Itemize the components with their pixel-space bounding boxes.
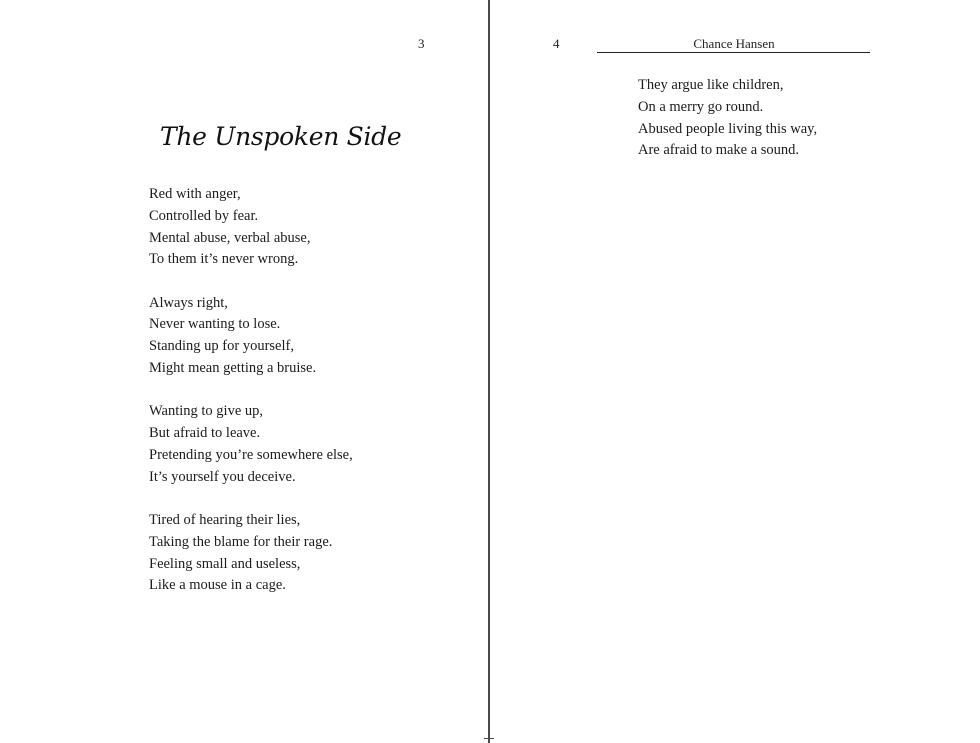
stanza xyxy=(149,184,353,271)
poem-line: Standing up for yourself, xyxy=(149,338,294,355)
poem-line: Mental abuse, verbal abuse, xyxy=(149,229,311,246)
right-page xyxy=(490,0,980,743)
poem-line: They argue like children, xyxy=(638,77,784,93)
poem-line: Like a mouse in a cage. xyxy=(149,577,286,594)
stanza xyxy=(638,75,817,162)
poem-line: Red with anger, xyxy=(149,186,241,202)
poem-line: It’s yourself you deceive. xyxy=(149,468,296,485)
poem-line: Abused people living this way, xyxy=(638,120,818,137)
poem-body xyxy=(638,75,817,184)
left-page xyxy=(0,0,488,743)
stanza xyxy=(149,510,353,597)
stanza xyxy=(149,401,353,488)
stanza xyxy=(149,293,353,380)
poem-line: Tired of hearing their lies, xyxy=(149,512,301,529)
poem-line: Pretending you’re somewhere else, xyxy=(149,446,353,463)
poem-line: Might mean getting a bruise. xyxy=(149,360,317,377)
page-number: 3 xyxy=(418,36,425,51)
poem-line: Feeling small and useless, xyxy=(149,555,301,572)
running-head: Chance Hansen xyxy=(693,36,775,51)
poem-line: Are afraid to make a sound. xyxy=(638,142,800,159)
poem-line: Taking the blame for their rage. xyxy=(149,533,333,550)
header-rule xyxy=(597,52,870,53)
poem-title: The Unspoken Side xyxy=(160,122,402,151)
poem-line: To them it’s never wrong. xyxy=(149,251,299,268)
poem-line: Controlled by fear. xyxy=(149,207,259,224)
poem-line: Always right, xyxy=(149,294,228,311)
page-number: 4 xyxy=(553,36,560,51)
poem-line: But afraid to leave. xyxy=(149,425,261,442)
poem-line: Wanting to give up, xyxy=(149,403,264,420)
poem-line: Never wanting to lose. xyxy=(149,316,281,333)
poem-line: On a merry go round. xyxy=(638,98,764,115)
poem-body xyxy=(149,184,353,619)
